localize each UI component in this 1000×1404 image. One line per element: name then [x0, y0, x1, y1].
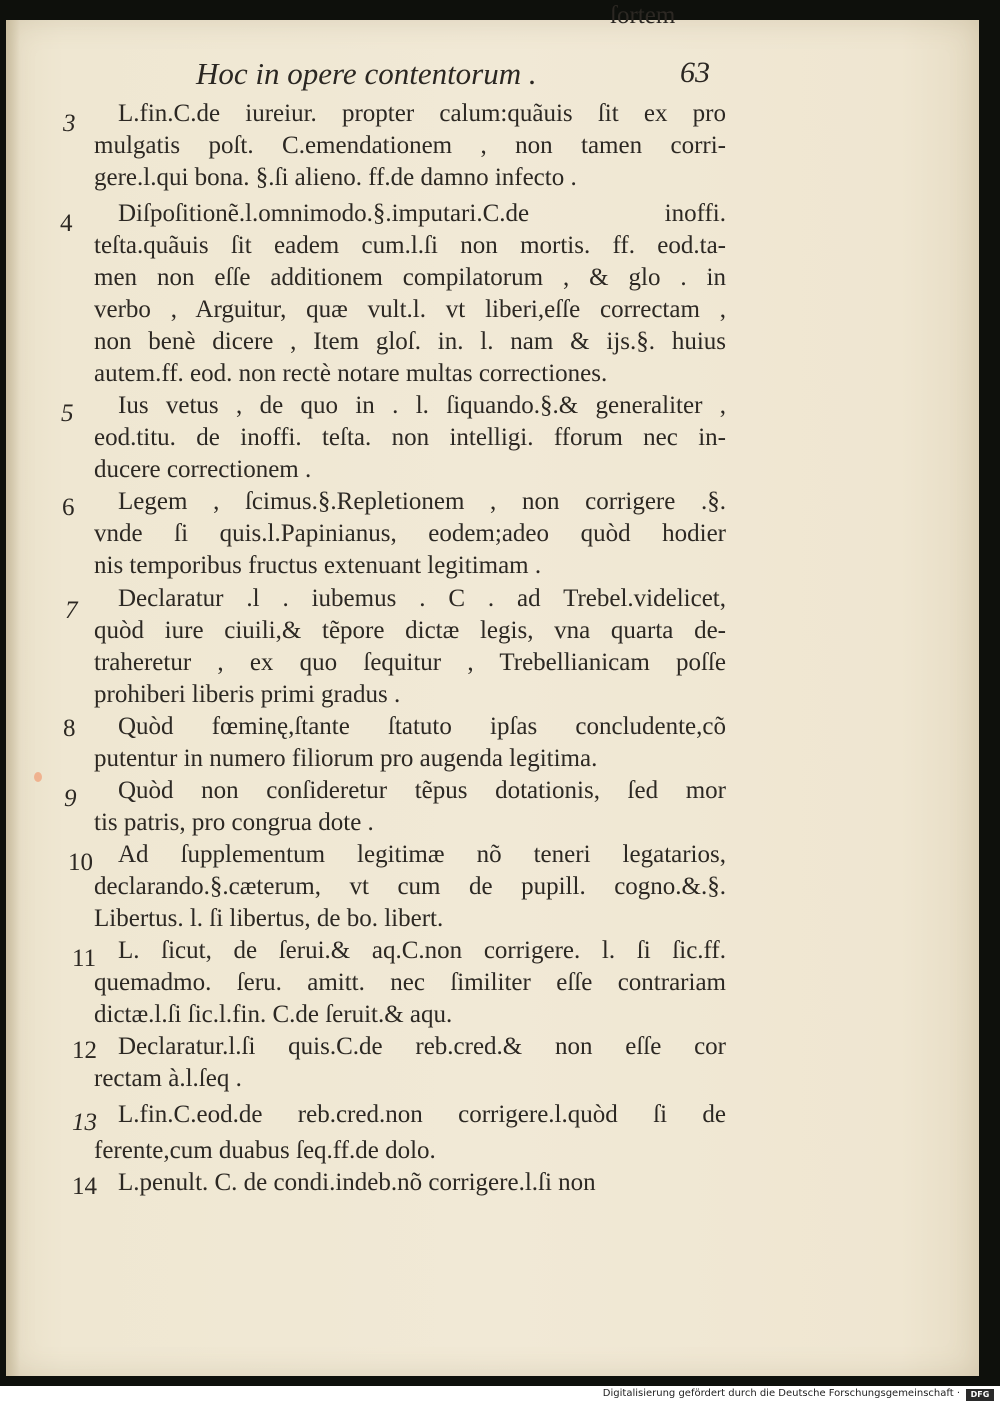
text-line: L.penult. C. de condi.indeb.nõ corrigere.l.ſi non: [118, 1169, 596, 1196]
entry-number: 9: [64, 785, 77, 812]
text-line: nis temporibus fructus extenuant legitimam .: [94, 552, 542, 579]
text-line: autem.ff. eod. non rectè notare multas correctiones.: [94, 360, 608, 387]
text-line: teſta.quãuis ſit eadem cum.l.ſi non mortis. ff. eod.ta-: [94, 232, 726, 259]
text-line: eod.titu. de inoffi. teſta. non intelligi. fforum nec in-: [94, 424, 726, 451]
text-line: ducere correctionem .: [94, 456, 312, 483]
text-line: traheretur , ex quo ſequitur , Trebellianicam poſſe: [94, 649, 726, 676]
text-line: quòd iure ciuili,& tẽpore dictæ legis, vna quarta de-: [94, 617, 726, 644]
text-line: Diſpoſitionẽ.l.omnimodo.§.imputari.C.de inoffi.: [118, 200, 726, 227]
entry-number: 11: [72, 945, 97, 972]
footer-bar: [0, 1386, 1000, 1404]
text-line: prohiberi liberis primi gradus .: [94, 681, 401, 708]
entry-number: 7: [65, 597, 78, 624]
text-line: Legem , ſcimus.§.Repletionem , non corrigere .§.: [118, 488, 726, 515]
text-line: quemadmo. ſeru. amitt. nec ſimiliter eſſe contrariam: [94, 969, 726, 996]
text-line: vnde ſi quis.l.Papinianus, eodem;adeo quòd hodier: [94, 520, 726, 547]
text-line: Ad ſupplementum legitimæ nõ teneri legatarios,: [118, 841, 726, 868]
dfg-logo: DFG: [966, 1389, 994, 1401]
text-line: Declaratur .l . iubemus . C . ad Trebel.videlicet,: [118, 585, 726, 612]
text-line: mulgatis poſt. C.emendationem , non tamen corri-: [94, 132, 726, 159]
entry-number: 6: [62, 494, 75, 521]
entry-number: 5: [61, 400, 74, 427]
page-number: 63: [680, 56, 710, 89]
text-line: rectam à.l.ſeq .: [94, 1065, 242, 1092]
text-line: putentur in numero filiorum pro augenda legitima.: [94, 745, 598, 772]
entry-number: 13: [72, 1109, 97, 1136]
entry-number: 4: [60, 210, 73, 237]
text-line: Libertus. l. ſi libertus, de bo. libert.: [94, 905, 444, 932]
text-line: L.fin.C.eod.de reb.cred.non corrigere.l.quòd ſi de: [118, 1101, 726, 1128]
text-line: L.fin.C.de iureiur. propter calum:quãuis ſit ex pro: [118, 100, 726, 127]
entry-number: 12: [72, 1037, 97, 1064]
text-line: tis patris, pro congrua dote .: [94, 809, 374, 836]
entry-number: 10: [68, 849, 93, 876]
catchword: ſortem: [610, 2, 676, 29]
text-line: non benè dicere , Item gloſ. in. l. nam & ijs.§. huius: [94, 328, 726, 355]
text-line: declarando.§.cæterum, vt cum de pupill. cogno.&.§.: [94, 873, 726, 900]
running-head-title: Hoc in opere contentorum .: [196, 56, 537, 91]
text-line: gere.l.qui bona. §.ſi alieno. ff.de damno infecto .: [94, 164, 577, 191]
entry-number: 8: [63, 715, 76, 742]
text-line: Quòd non conſideretur tẽpus dotationis, ſed mor: [118, 777, 726, 804]
text-line: dictæ.l.ſi ſic.l.fin. C.de ſeruit.& aqu.: [94, 1001, 453, 1028]
text-line: ferente,cum duabus ſeq.ff.de dolo.: [94, 1137, 436, 1164]
footer-credit: Digitalisierung gefördert durch die Deutsche Forschungsgemeinschaft ·: [602, 1388, 960, 1399]
text-line: Declaratur.l.ſi quis.C.de reb.cred.& non eſſe cor: [118, 1033, 726, 1060]
entry-number: 3: [63, 110, 76, 137]
text-line: men non eſſe additionem compilatorum , & glo . in: [94, 264, 726, 291]
text-line: Ius vetus , de quo in . l. ſiquando.§.& generaliter ,: [118, 392, 726, 419]
text-line: L. ſicut, de ſerui.& aq.C.non corrigere. l. ſi ſic.ff.: [118, 937, 726, 964]
text-line: verbo , Arguitur, quæ vult.l. vt liberi,eſſe correctam ,: [94, 296, 726, 323]
text-line: Quòd fœminę,ſtante ſtatuto ipſas concludente,cõ: [118, 713, 726, 740]
entry-number: 14: [72, 1173, 97, 1200]
